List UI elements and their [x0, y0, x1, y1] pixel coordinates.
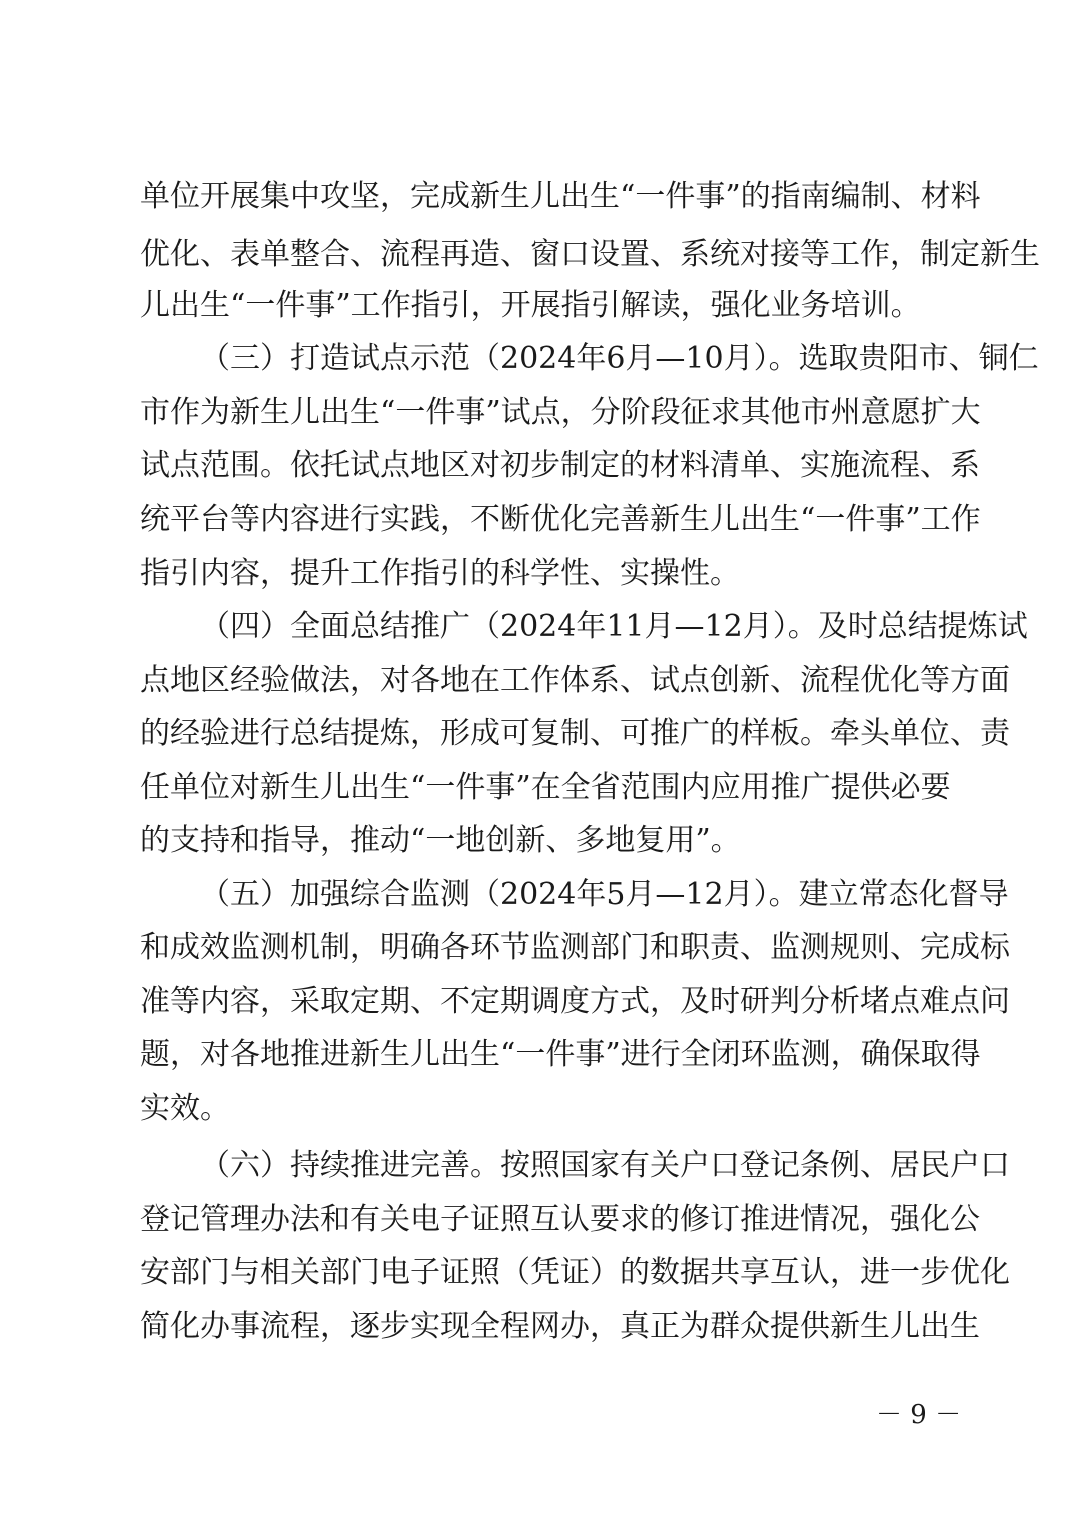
section-heading-line: （六）持续推进完善。按照国家有关户口登记条例、居民户口 [200, 1148, 1010, 1183]
text-line: 的经验进行总结提炼，形成可复制、可推广的样板。牵头单位、责 [140, 716, 1010, 751]
section-heading-line: （四）全面总结推广（2024年11月—12月）。及时总结提炼试 [200, 609, 1028, 644]
text-line: 指引内容，提升工作指引的科学性、实操性。 [140, 556, 740, 591]
text-line: 单位开展集中攻坚，完成新生儿出生“一件事”的指南编制、材料 [140, 179, 981, 214]
text-line: 简化办事流程，逐步实现全程网办，真正为群众提供新生儿出生 [140, 1309, 980, 1344]
text-line: 儿出生“一件事”工作指引，开展指引解读，强化业务培训。 [140, 288, 921, 323]
text-line: 安部门与相关部门电子证照（凭证）的数据共享互认，进一步优化 [140, 1255, 1010, 1290]
text-line: 任单位对新生儿出生“一件事”在全省范围内应用推广提供必要 [140, 770, 951, 805]
text-line: 统平台等内容进行实践，不断优化完善新生儿出生“一件事”工作 [140, 502, 981, 537]
text-line: 题，对各地推进新生儿出生“一件事”进行全闭环监测，确保取得 [140, 1037, 981, 1072]
text-line: 的支持和指导，推动“一地创新、多地复用”。 [140, 823, 741, 858]
section-heading-line: （五）加强综合监测（2024年5月—12月）。建立常态化督导 [200, 877, 1009, 912]
section-heading-line: （三）打造试点示范（2024年6月—10月）。选取贵阳市、铜仁 [200, 341, 1039, 376]
text-line: 试点范围。依托试点地区对初步制定的材料清单、实施流程、系 [140, 448, 980, 483]
text-line: 和成效监测机制，明确各环节监测部门和职责、监测规则、完成标 [140, 930, 1010, 965]
text-line: 市作为新生儿出生“一件事”试点，分阶段征求其他市州意愿扩大 [140, 395, 981, 430]
text-line: 准等内容，采取定期、不定期调度方式，及时研判分析堵点难点问 [140, 984, 1010, 1019]
text-line: 登记管理办法和有关电子证照互认要求的修订推进情况，强化公 [140, 1202, 980, 1237]
text-line: 点地区经验做法，对各地在工作体系、试点创新、流程优化等方面 [140, 663, 1010, 698]
text-line: 优化、表单整合、流程再造、窗口设置、系统对接等工作，制定新生 [140, 237, 1040, 272]
page-number: － 9 － [876, 1400, 962, 1430]
text-line: 实效。 [140, 1091, 230, 1126]
